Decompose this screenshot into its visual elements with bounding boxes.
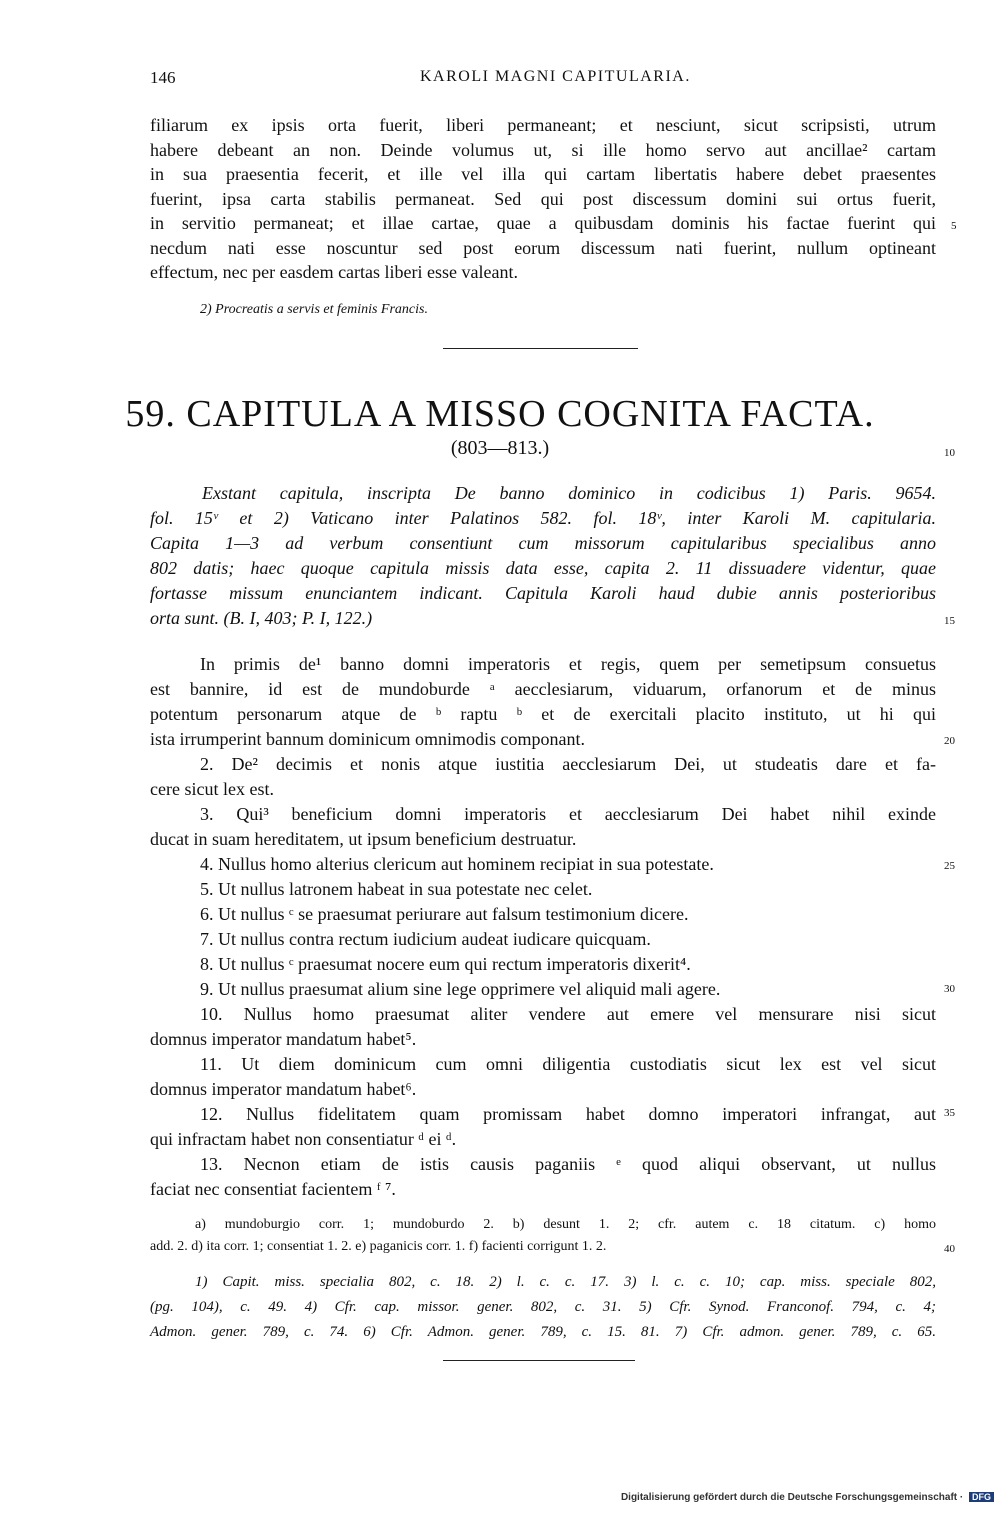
text-line: In primis de¹ banno domni imperatoris et regis, quem per semetipsum consuetus [200,654,936,674]
text-line: 2. De² decimis et nonis atque iustitia aecclesiarum Dei, ut studeatis dare et fa- [200,754,936,774]
intro-line: 802 datis; haec quoque capitula missis data esse, capita 2. 11 dissuadere videntur, quae [150,558,936,578]
dfg-logo: DFG [969,1492,994,1502]
text-line: 13. Necnon etiam de istis causis paganiis ᵉ quod aliqui observant, ut nullus [200,1154,936,1174]
note-line: 1) Capit. miss. specialia 802, c. 18. 2) l. c. c. 17. 3) l. c. c. 10; cap. miss. speciale 802, [195,1274,936,1290]
line-number: 30 [944,983,955,995]
note-line: Admon. gener. 789, c. 74. 6) Cfr. Admon. gener. 789, c. 15. 81. 7) Cfr. admon. gener. 789, c. 65. [150,1324,936,1340]
text-line: 5. Ut nullus latronem habeat in sua potestate nec celet. [200,879,593,899]
line-number: 40 [944,1243,955,1255]
line-number: 20 [944,735,955,747]
text-line: est bannire, id est de mundoburde ᵃ aecclesiarum, viduarum, orfanorum et de minus [150,679,936,699]
line-number: 25 [944,860,955,872]
section-divider [443,348,638,349]
text-line: ducat in suam hereditatem, ut ipsum beneficium destruatur. [150,829,577,849]
intro-line: fortasse missum enunciantem indicant. Capitula Karoli haud dubie annis posterioribus [150,583,936,603]
text-line: qui infractam habet non consentiatur ᵈ ei ᵈ. [150,1129,457,1149]
text-line: 7. Ut nullus contra rectum iudicium audeat iudicare quicquam. [200,929,651,949]
intro-line: fol. 15ᵛ et 2) Vaticano inter Palatinos 582. fol. 18ᵛ, inter Karoli M. capitularia. [150,508,936,528]
variant-line: a) mundoburgio corr. 1; mundoburdo 2. b) desunt 1. 2; cfr. autem c. 18 citatum. c) homo [195,1217,936,1232]
text-line: 6. Ut nullus ᶜ se praesumat periurare aut falsum testimonium dicere. [200,904,689,924]
line-number: 35 [944,1107,955,1119]
text-line: 4. Nullus homo alterius clericum aut hominem recipiat in sua potestate. [200,854,714,874]
text-line: ista irrumperint bannum dominicum omnimodis componant. [150,729,585,749]
intro-line: Capita 1—3 ad verbum consentiunt cum missorum capitularibus specialibus anno [150,533,936,553]
text-line: faciat nec consentiat facientem ᶠ ⁷. [150,1179,396,1199]
top-footnote: 2) Procreatis a servis et feminis Francis. [200,302,428,317]
note-line: (pg. 104), c. 49. 4) Cfr. cap. missor. gener. 802, c. 31. 5) Cfr. Synod. Franconof. 794, c. 4; [150,1299,936,1315]
intro-line: orta sunt. (B. I, 403; P. I, 122.) [150,608,373,628]
text-line: domnus imperator mandatum habet⁶. [150,1079,417,1099]
text-line: fuerint, ipsa carta stabilis permaneat. Sed qui post discessum domini sui ortus fuerit, [150,188,936,209]
line-number: 15 [944,615,955,627]
variant-line: add. 2. d) ita corr. 1; consentiat 1. 2. e) paganicis corr. 1. f) facienti corrigunt 1. 2. [150,1239,607,1254]
intro-line: Exstant capitula, inscripta De banno dominico in codicibus 1) Paris. 9654. [202,483,936,503]
text-line: in servitio permaneat; et illae cartae, quae a quibusdam dominis his factae fuerint qui [150,213,936,233]
text-line: domnus imperator mandatum habet⁵. [150,1029,417,1049]
text-line: necdum nati esse noscuntur sed post eorum discessum nati fuerint, nullum optineant [150,237,936,258]
credit-text: Digitalisierung gefördert durch die Deutsche Forschungsgemeinschaft [620,1492,958,1503]
line-number: 5 [951,220,957,232]
running-title: KAROLI MAGNI CAPITULARIA. [420,68,691,85]
bottom-divider [443,1360,635,1361]
text-line: effectum, nec per easdem cartas liberi esse valeant. [150,262,518,282]
text-line: potentum personarum atque de ᵇ raptu ᵇ et de exercitali placito instituto, ut hi qui [150,704,936,724]
text-line: 8. Ut nullus ᶜ praesumat nocere eum qui rectum imperatoris dixerit⁴. [200,954,691,974]
line-number: 10 [944,447,955,459]
text-line: 9. Ut nullus praesumat alium sine lege opprimere vel aliquid mali agere. [200,979,721,999]
dfg-credit: Digitalisierung gefördert durch die Deutsche Forschungsgemeinschaft · DFG [621,1492,994,1503]
text-line: 12. Nullus fidelitatem quam promissam habet domno imperatori infrangat, aut [200,1104,936,1124]
chapter-title: 59. CAPITULA A MISSO COGNITA FACTA. [125,393,875,435]
chapter-years: (803—813.) [450,437,550,459]
text-line: filiarum ex ipsis orta fuerit, liberi permaneant; et nesciunt, sicut scripsisti, utrum [150,115,936,135]
text-line: 11. Ut diem dominicum cum omni diligentia custodiatis sicut lex est vel sicut [200,1054,936,1074]
text-line: habere debeant an non. Deinde volumus ut, si ille homo servo aut ancillae² cartam [150,139,936,160]
text-line: in sua praesentia fecerit, et ille vel illa qui cartam libertatis habere debet praesentes [150,164,936,184]
text-line: 3. Qui³ beneficium domni imperatoris et aecclesiarum Dei habet nihil exinde [200,804,936,824]
text-line: cere sicut lex est. [150,779,274,799]
page-number: 146 [150,68,176,87]
text-line: 10. Nullus homo praesumat aliter vendere aut emere vel mensurare nisi sicut [200,1004,936,1024]
